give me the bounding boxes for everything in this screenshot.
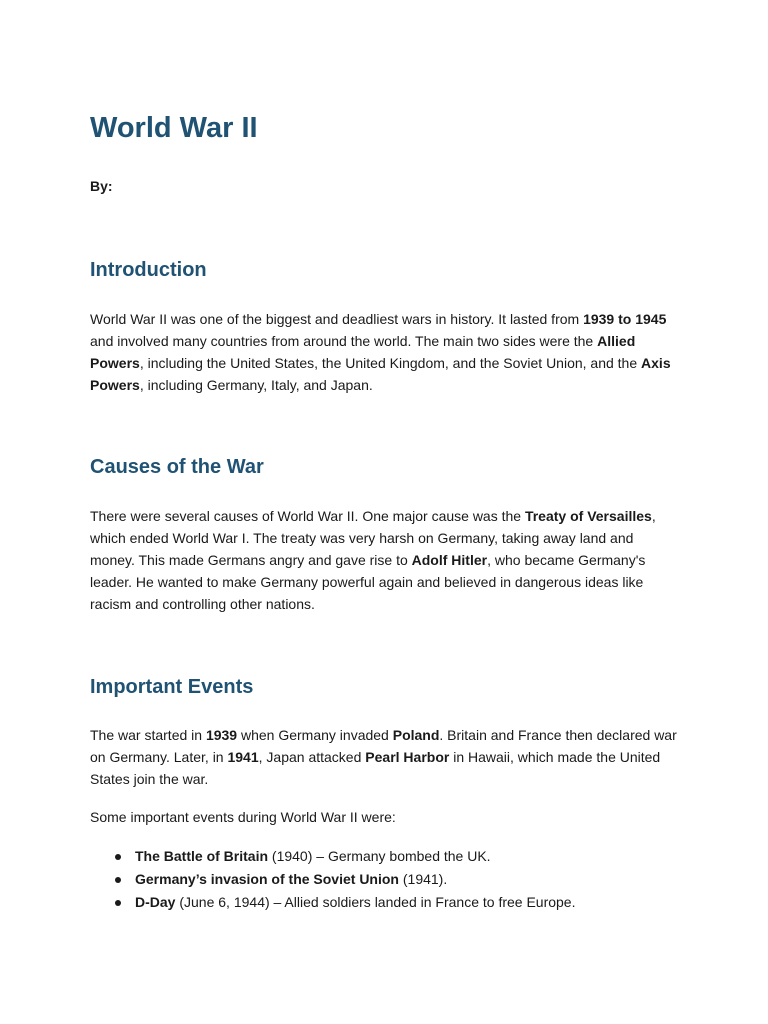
bold-run: 1941 — [227, 749, 259, 765]
list-item — [90, 868, 680, 891]
list-item — [90, 891, 680, 914]
bold-run: 1939 — [205, 727, 238, 743]
bullet-icon — [115, 900, 121, 906]
bold-run: Pearl Harbor — [365, 749, 450, 765]
bold-run: Germany’s invasion of the Soviet Union — [135, 871, 399, 887]
heading-important-events: Important Events — [90, 676, 254, 698]
text-run: There were several causes of World War II. One major cause was the — [90, 508, 525, 524]
bold-run: Adolf Hitler — [411, 552, 488, 568]
text-run: (1940) – Germany bombed the UK. — [268, 848, 491, 864]
events-list — [90, 845, 680, 914]
text-run: in Hawaii, which made the United States join the war. — [90, 749, 661, 787]
bold-run: D-Day — [135, 894, 176, 910]
paragraph-causes — [90, 505, 680, 615]
text-run: , including the United States, the United Kingdom, and the Soviet Union, and the — [139, 355, 642, 371]
paragraph-introduction — [90, 308, 680, 396]
heading-causes: Causes of the War — [90, 456, 264, 478]
document-title: World War II — [90, 112, 258, 144]
text-run: The war started in — [90, 727, 206, 743]
list-item — [90, 845, 680, 868]
bold-run: The Battle of Britain — [135, 848, 269, 864]
bold-run: Axis Powers — [90, 355, 671, 393]
text-run: when Germany invaded — [237, 727, 393, 743]
bullet-icon — [115, 877, 121, 883]
heading-introduction: Introduction — [90, 259, 207, 281]
paragraph-events — [90, 724, 680, 790]
byline: By: — [90, 178, 113, 194]
text-run: World War II was one of the biggest and deadliest wars in history. It lasted from — [90, 311, 584, 327]
text-run: . Britain and France then declared war on Germany. Later, in — [90, 727, 677, 765]
events-list-intro: Some important events during World War II were: — [90, 809, 396, 825]
text-run: (1941). — [398, 871, 448, 887]
bold-run: Poland — [392, 727, 440, 743]
text-run: , which ended World War I. The treaty was very harsh on Germany, taking away land and money. This made Germans angry and gave rise to — [90, 508, 656, 568]
text-run: , Japan attacked — [258, 749, 366, 765]
text-run: (June 6, 1944) – Allied soldiers landed in France to free Europe. — [175, 894, 576, 910]
bold-run: Treaty of Versailles — [524, 508, 652, 524]
text-run: and involved many countries from around the world. The main two sides were the — [90, 333, 598, 349]
bold-run: 1939 to 1945 — [583, 311, 667, 327]
text-run: , who became Germany's leader. He wanted to make Germany powerful again and believed in dangerous ideas like racism and controlling other nations. — [90, 552, 646, 612]
bullet-icon — [115, 854, 121, 860]
text-run: , including Germany, Italy, and Japan. — [139, 377, 373, 393]
bold-run: Allied Powers — [90, 333, 636, 371]
